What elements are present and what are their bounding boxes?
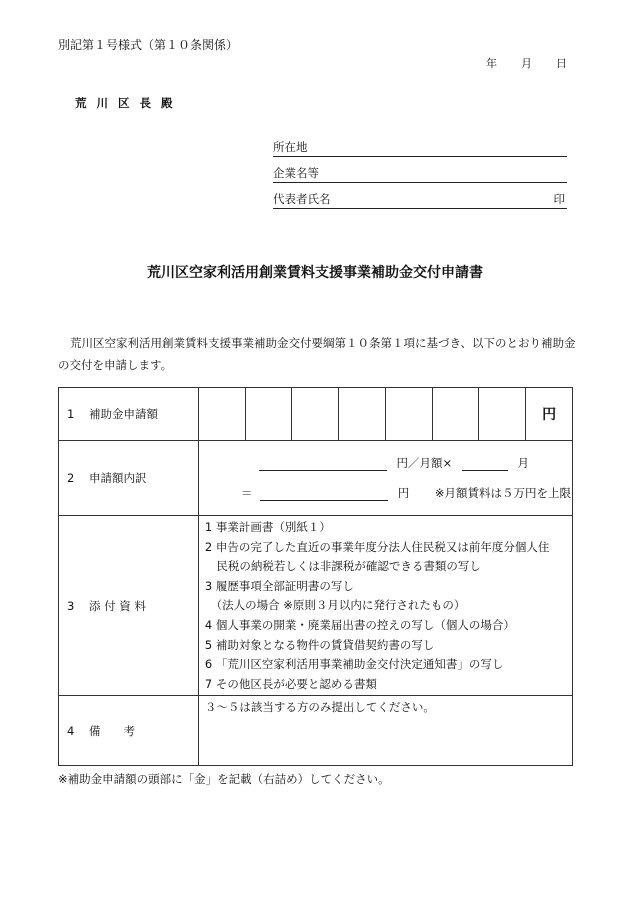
months-unit-label: 月 xyxy=(517,456,529,470)
breakdown-row xyxy=(59,441,573,516)
attachment-item: 1 事業計画書（別紙１） xyxy=(204,520,331,534)
monthly-rent-input[interactable] xyxy=(259,456,387,471)
amount-digit-box[interactable] xyxy=(198,388,245,441)
attachment-item: 6 「荒川区空家利活用事業補助金交付決定通知書」の写し xyxy=(204,657,504,672)
breakdown-label: 申請額内訳 xyxy=(89,471,147,485)
attachments-label-cell xyxy=(59,516,199,696)
amount-digit-box[interactable] xyxy=(385,388,432,441)
addressee: 荒川区長殿 xyxy=(75,96,183,110)
amount-unit: 円 xyxy=(526,388,573,441)
intro-paragraph: 荒川区空家利活用創業賃料支援事業補助金交付要綱第１０条第１項に基づき、以下のとおり補助金の交付を申請します。 xyxy=(58,336,576,372)
months-input[interactable] xyxy=(462,456,508,471)
date-month-label: 月 xyxy=(521,57,532,70)
row-number: 3 xyxy=(67,598,75,613)
remarks-label-cell xyxy=(59,696,199,766)
form-type-label: 別記第１号様式（第１０条関係） xyxy=(58,38,239,52)
equals-sign: ＝ xyxy=(240,486,253,500)
representative-label: 代表者氏名 xyxy=(273,192,331,206)
document-title: 荒川区空家利活用創業賃料支援事業補助金交付申請書 xyxy=(147,265,483,281)
breakdown-line-1 xyxy=(259,455,529,471)
attachment-item: 民税の納税若しくは非課税が確認できる書類の写し xyxy=(204,559,481,574)
row-number: 1 xyxy=(67,407,75,421)
address-field[interactable] xyxy=(273,140,567,157)
amount-digit-box[interactable] xyxy=(339,388,386,441)
application-table xyxy=(58,387,573,766)
amount-digit-box[interactable] xyxy=(292,388,339,441)
remarks-cell[interactable] xyxy=(198,696,572,766)
row-number: 2 xyxy=(67,471,75,485)
rent-cap-note: ※月額賃料は５万円を上限 xyxy=(434,486,571,500)
breakdown-line-2 xyxy=(241,485,571,501)
seal-mark: 印 xyxy=(553,192,565,206)
monthly-unit-label: 円／月額× xyxy=(396,456,453,470)
remarks-row xyxy=(59,696,573,766)
amount-row xyxy=(59,388,573,441)
attachment-item: 4 個人事業の開業・廃業届出書の控えの写し（個人の場合） xyxy=(204,617,515,632)
amount-digit-box[interactable] xyxy=(479,388,526,441)
attachment-item: 5 補助対象となる物件の賃貸借契約書の写し xyxy=(204,637,435,652)
attachment-item: （法人の場合 ※原則３月以内に発行されたもの） xyxy=(204,598,466,613)
attachments-row xyxy=(59,516,573,696)
amount-digit-box[interactable] xyxy=(432,388,479,441)
attachment-item: 2 申告の完了した直近の事業年度分法人住民税又は前年度分個人住 xyxy=(204,539,550,554)
total-unit-label: 円 xyxy=(397,486,410,500)
company-label: 企業名等 xyxy=(273,166,319,180)
breakdown-label-cell xyxy=(59,441,199,516)
address-label: 所在地 xyxy=(273,140,308,154)
attachments-label: 添 付 資 料 xyxy=(89,598,146,613)
row-number: 4 xyxy=(67,723,75,738)
total-input[interactable] xyxy=(260,486,388,501)
footnote: ※補助金申請額の頭部に「金」を記載（右詰め）してください。 xyxy=(58,772,390,786)
remarks-text: ３～５は該当する方のみ提出してください。 xyxy=(204,700,435,714)
attachment-item: 3 履歴事項全部証明書の写し xyxy=(204,578,354,593)
amount-label-cell xyxy=(59,388,199,441)
date-day-label: 日 xyxy=(556,57,567,70)
amount-label: 補助金申請額 xyxy=(89,407,158,421)
breakdown-cell xyxy=(198,441,572,516)
attachments-list xyxy=(198,516,572,696)
remarks-label: 備 考 xyxy=(89,723,135,738)
amount-digit-box[interactable] xyxy=(245,388,292,441)
date-year-label: 年 xyxy=(486,57,497,70)
company-field[interactable] xyxy=(273,166,567,183)
attachment-item: 7 その他区長が必要と認める書類 xyxy=(204,676,377,691)
representative-field[interactable] xyxy=(273,192,567,209)
